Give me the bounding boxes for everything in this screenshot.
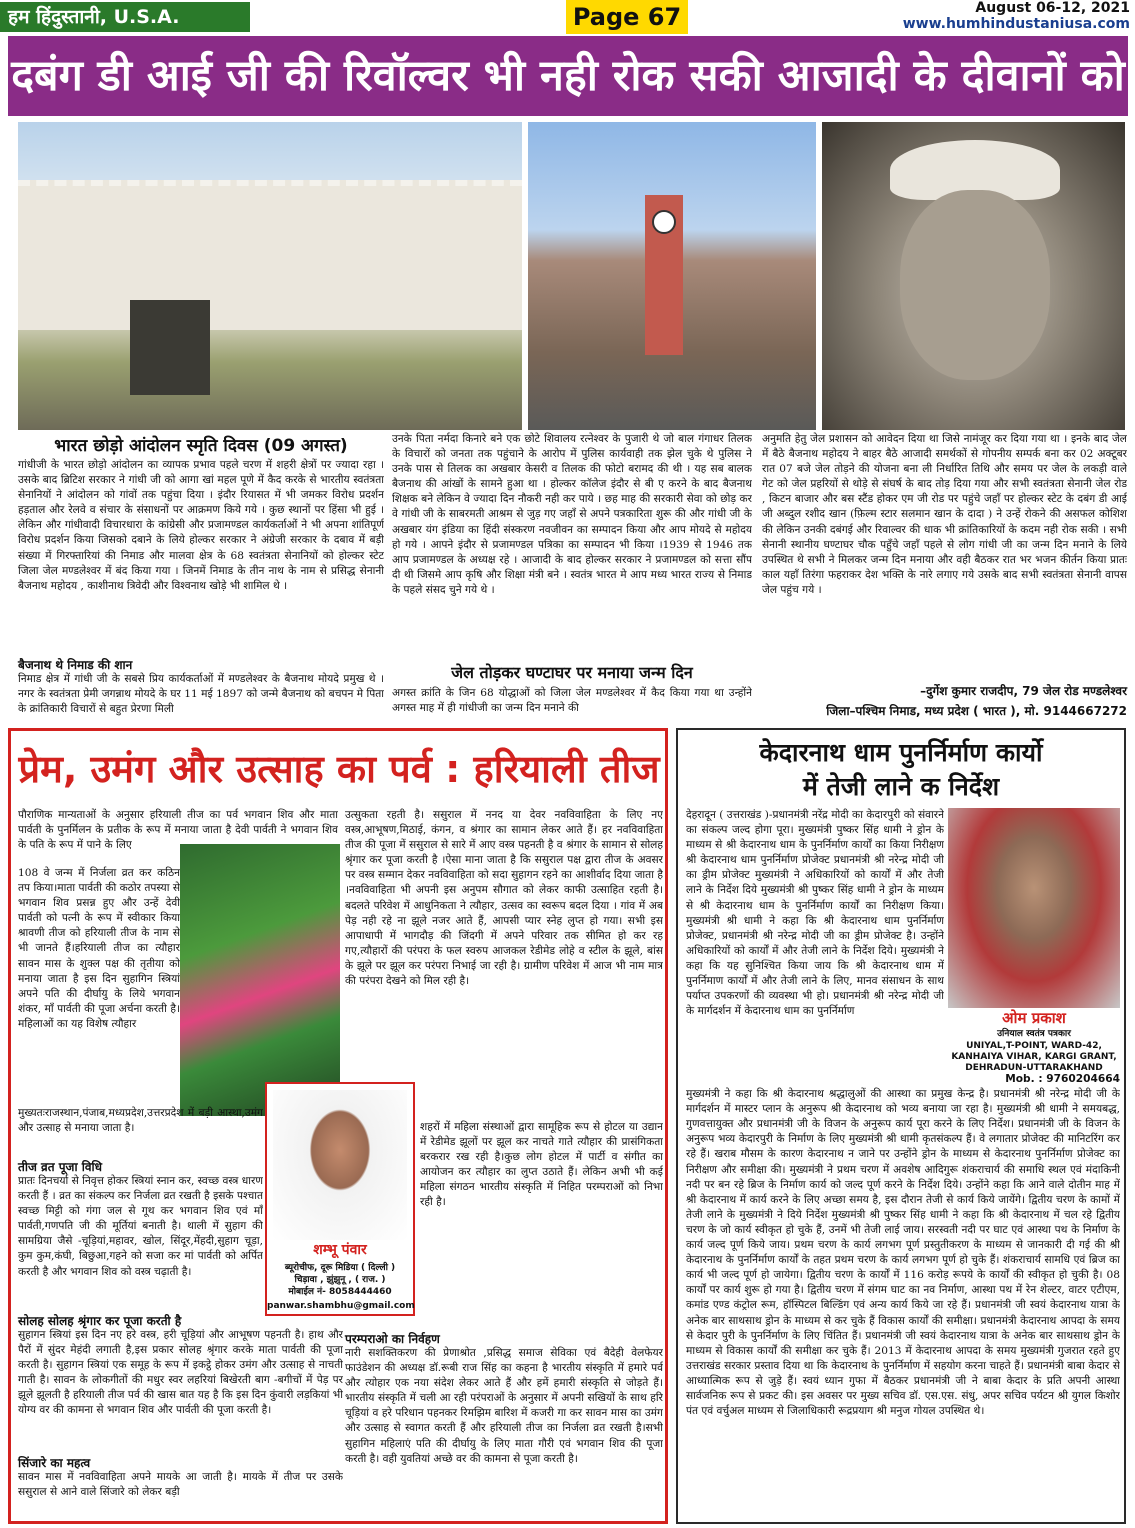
article-text: प्रातः दिनचर्या से निवृत्त होकर स्त्रियां स्नान कर, स्वच्छ वस्त्र धारण करती हैं । व्रत का संकल्प कर निर्जला व्रत रखती है इसके पश्चात स्वच्छ मिट्टी को गंगा जल से गूथ कर भगवान शिव एवं माँ पार्वती,गणपति जी की मूर्तियां बनाती है। थाली में सुहाग की सामग्रिया जैसे -चूड़ियां,महावर, खोल, सिंदूर,मेंहदी,सुहाग चूड़ा, कुम कुम,कंघी, बिछुआ,गहने को सजा कर मां पार्वती को अर्पित करती है और भगवान शिव को वस्त्र चढ़ाती है। bbox=[18, 1175, 263, 1278]
author-detail: KANHAIYA VIHAR, KARGI GRANT, bbox=[951, 1052, 1117, 1062]
author-name: शम्भू पंवार bbox=[313, 1242, 367, 1258]
author-detail: मोबाईल नं- 8058444460 bbox=[288, 1287, 392, 1297]
article-text: अनुमति हेतु जेल प्रशासन को आवेदन दिया था जिसे नामंजूर कर दिया गया था । इनके बाद जेल में बैठे बैजनाथ महोदय ने बाहर बैठे आजादी समर्थकों से गोपनीय सम्पर्क बना कर 02 अक्टूबर रात 07 बजे जेल तोड़ने की योजना बना ली निर्धारित तिथि और समय पर जेल के लकड़ी वाले गेट को जेल प्रहरियों से थोड़े से संघर्ष के बाद तोड़ दिया गया और सभी स्वतंत्रता सेनानी जेल रोड , किटन बाजार और बस स्टैंड होकर एम जी रोड पर पहुंचे जहाँ पर होल्कर स्टेट के दबंग डी आई जी अब्दुल रशीद खान (फ़िल्म स्टार सलमान खान के दादा ) ने उन्हें रोकने की असफल कोशिश की लेकिन उनकी दबंगई और रिवाल्वर की धाक भी क्रांतिकारियों के कदम नही रोक सकी । सभी सेनानी स्थानीय घण्टाघर चौक पहुँचे जहाँ पहले से लोग गांधी जी का जन्म दिन मनाने के लिये उपस्थित थे सभी ने मिलकर जन्म दिन मनाया और वही बैठकर रात भर भजन कीर्तन किया प्रातः काल यहाँ तिरंगा फहराकर देश भक्ति के नारे लगाए गये उसके बाद सभी स्वतंत्रता सेनानी वापस जेल पहुंच गये । bbox=[762, 433, 1127, 596]
article-text: निमाड क्षेत्र में गांधी जी के सबसे प्रिय कार्यकर्ताओं में मण्डलेश्वर के बैजनाथ मोयदे प्रमुख थे । नगर के स्वतंत्रता प्रेमी जगन्नाथ मोयदे के घर 11 मई 1897 को जन्मे बैजनाथ को बचपन मे पिता के क्रांतिकारी विचारों से बहुत प्रेरणा मिली bbox=[18, 673, 384, 716]
paper-name: हम हिंदुस्तानी, U.S.A. bbox=[0, 2, 250, 32]
article-text: सुहागन स्त्रियां इस दिन नए हरे वस्त्र, हरी चूड़ियां और आभूषण पहनती है। हाथ और पैरों में सुंदर मेहंदी लगाती है,इस प्रकार सोलह श्रृंगार करके माता पार्वती की पूजा करती है। सुहागन स्त्रियां एक समूह के रूप में इकट्ठे होकर उमंग और उत्साह से नाचती गाती है। सावन के लोकगीतों की मधुर स्वर लहरियां बिखेरती बाग -बगीचों में पेड़ पर झूले झूलती है हरियाली तीज पर्व की खास बात यह है कि इस दिन कुंवारी लड़कियां भी योग्य वर की कामना से भगवान शिव और पार्वती की पूजा करती है। bbox=[18, 1329, 343, 1417]
article-text: उत्सुकता रहती है। ससुराल में ननद या देवर नवविवाहिता के लिए नए वस्त्र,आभूषण,मिठाई, कंगन, व श्रंगार का सामान लेकर आते हैं। हर नवविवाहिता तीज की पूजा में ससुराल से सारे में आए वस्त्र पहनती है व श्रंगार के सामान से सोलह श्रृंगार कर पूजा करती है ।ऐसा माना जाता है कि ससुराल पक्ष द्वारा तीज के अवसर पर वस्त्र सम्मान देकर नवविवाहिता को सदा सुहागन रहने का आशीर्वाद दिया जाता है ।नवविवाहिता भी अपनी इस अनुपम सौगात को लेकर काफी उत्साहित रहती है। बदलते परिवेश में आधुनिकता ने त्यौहार, उत्सव का स्वरूप बदल दिया । गांव में अब पेड़ नही रहे ना झूले नजर आते हैं, आपसी प्यार स्नेह लुप्त हो गया। सभी इस आपाधापी में भागदौड़ की जिंदगी में अपने परिवार तक सीमित हो कर रह गए,त्यौहारों की परंपरा के फल स्वरुप आजकल रेडीमेड लोहे व स्टील के झूले, बांस के झूले पर झूल कर परंपरा निभाई जा रही है। ग्रामीण परिवेश में आज भी नाम मात्र की परंपरा देखने को मिल रही है। bbox=[345, 809, 663, 988]
author-detail: ब्यूरोचीफ, दूरू मिडिया ( दिल्ली ) bbox=[284, 1263, 396, 1273]
article-text: शहरों में महिला संस्थाओं द्वारा सामूहिक रूप से होटल या उद्यान में रेडीमेड झूलों पर झूल कर नाचते गाते त्यौहार की प्रासंगिकता बरकरार रख रही है।कुछ लोग होटल में पार्टी व संगीत का आयोजन कर त्यौहार का लुप्त उठाते हैं। लेकिन अभी भी कई महिला संगठन भारतीय संस्कृति में निहित परम्पराओं को निभा रही है। bbox=[420, 1121, 663, 1209]
author-name: ओम प्रकाश bbox=[1002, 1009, 1066, 1027]
subheading-jailbreak: जेल तोड़कर घण्टाघर पर मनाया जन्म दिन bbox=[451, 663, 693, 682]
author-photo bbox=[273, 1090, 407, 1240]
face-shape bbox=[900, 190, 1050, 380]
article-text: 108 वे जन्म में निर्जला व्रत कर कठिन तप किया।माता पार्वती की कठोर तपस्या से भगवान शिव प्रसन्न हुए और उन्हें देवी पार्वती को पत्नी के रूप में स्वीकार किया श्रावणी तीज को हरियाली तीज के नाम से भी जानते हैं।हरियाली तीज का त्यौहार सावन मास के शुक्ल पक्ष की तृतीया को मनाया जाता है इस दिन सुहागिन स्त्रियां अपने पति की दीर्घायु के लिये भगवान शंकर, माँ पार्वती की पूजा अर्चना करती है।महिलाओं का यह विशेष त्यौहार bbox=[18, 867, 180, 1030]
article-text: मुख्यतःराजस्थान,पंजाब,मध्यप्रदेश,उत्तरप्रदेश में बड़ी आस्था,उमंग और उत्साह से मनाया जाता है। bbox=[18, 1107, 263, 1135]
author-photo bbox=[948, 808, 1120, 1008]
teej-headline: प्रेम, उमंग और उत्साह का पर्व : हरियाली तीज bbox=[18, 747, 660, 791]
main-headline: दबंग डी आई जी की रिवॉल्वर भी नही रोक सकी आजादी के दीवानों को bbox=[8, 36, 1128, 116]
article-text: सावन मास में नवविवाहिता अपने मायके आ जाती है। मायके में तीज पर उसके ससुराल से आने वाले सिंजारे को लेकर बड़ी bbox=[18, 1471, 343, 1499]
clock-icon bbox=[652, 210, 676, 234]
section-heading: सोलह सोलह श्रृंगार कर पूजा करती है bbox=[18, 1314, 182, 1328]
article-text: नारी सशक्तिकरण की प्रेणाश्रोत ,प्रसिद्ध समाज सेविका एवं बैदेही वेलफेयर फाउंडेशन की अध्यक्ष डॉ.रूबी राज सिंह का कहना है भारतीय संस्कृति में हमारे पर्व और त्योहार एक नया संदेश लेकर आते हैं और हमें हमारी संस्कृति से जोड़ते हैं। भारतीय संस्कृति में चली आ रही परंपराओं के अनुसार में अपनी सखियों के साथ हरि चूड़ियां व हरे परिधान पहनकर रिमझिम बारिश में कजरी गा कर सावन मास का उमंग और उत्साह से स्वागत करती हैं और हरियाली तीज का निर्जला व्रत रखती है।सभी सुहागिन महिलाएं पति की दीर्घायु के लिए माता गौरी एवं भगवान शिव की पूजा करती है। वही युवतियां अच्छे वर की कामना से पूजा करती है। bbox=[345, 1347, 663, 1465]
article-text bbox=[686, 1072, 1120, 1522]
teej-dance-photo bbox=[180, 844, 340, 1116]
subheading-quit-india: भारत छोड़ो आंदोलन स्मृति दिवस (09 अगस्त) bbox=[54, 436, 348, 456]
author-detail: UNIYAL,T-POINT, WARD-42, bbox=[966, 1041, 1102, 1051]
article-text: गांधीजी के भारत छोड़ो आंदोलन का व्यापक प्रभाव पहले चरण में शहरी क्षेत्रों पर ज्यादा रहा । उसके बाद ब्रिटिश सरकार ने गांधी जी को आगा खां महल पूणे में कैद करके से भारतीय स्वतंत्रता सेनानियों ने आंदोलन को गांवों तक पहुंचा दिया । इंदौर रियासत में भी जमकर विरोध प्रदर्शन हड़ताल और रेलवे व संचार के संसाधनों पर आक्रमण किये गये । कुछ स्थानों पर हिंसा भी हुई । लेकिन और गांधीवादी विचारधारा के कांग्रेसी और प्रजामण्डल कार्यकर्ताओं ने भी अपना शांतिपूर्ण विरोध प्रदर्शन किया जिसको दबाने के लिये होल्कर सरकार ने अंग्रेजी सरकार के दबाव में बड़ी संख्या में गिरफ्तारियां की निमाड और मालवा क्षेत्र के 68 स्वतंत्रता सेनानियों को होल्कर स्टेट जिला जेल मण्डलेश्वर में बंद किया गया । जिनमें निमाड के तीन नाथ के नाम से प्रसिद्ध सेनानी बैजनाथ महोदय , काशीनाथ त्रिवेदी और विश्वनाथ खोड़े भी शामिल थे । bbox=[18, 459, 384, 592]
author-email[interactable]: panwar.shambhu@gmail.com bbox=[267, 1301, 415, 1311]
headline-line: केदारनाथ धाम पुनर्निर्माण कार्यो bbox=[759, 738, 1043, 767]
kedarnath-headline bbox=[684, 736, 1118, 806]
issue-date: August 06-12, 2021 bbox=[975, 0, 1130, 16]
author-byline: –दुर्गेश कुमार राजदीप, 79 जेल रोड मण्डलेश्वर bbox=[920, 684, 1127, 698]
section-heading: बैजनाथ थे निमाड की शान bbox=[18, 658, 133, 672]
section-heading: सिंजारे का महत्व bbox=[18, 1456, 91, 1470]
section-heading: परम्पराओ का निर्वहण bbox=[345, 1332, 440, 1346]
article-text: उनके पिता नर्मदा किनारे बने एक छोटे शिवालय रत्नेश्वर के पुजारी थे जो बाल गंगाधर तिलक के विचारों को जनता तक पहुंचाने के आरोप में पुलिस कार्यवाही तक झेल चुके थे पुलिस ने उनके पास से तिलक का अखबार केसरी व तिलक की फोटो बरामद की थी । यह सब बालक बैजनाथ की आंखों के सामने हुआ था । होल्कर कॉलेज इंदौर से बी ए करने के बाद बैजनाथ शिक्षक बने लेकिन वे ज्यादा दिन नौकरी नही कर पाये । छह माह की सरकारी सेवा को छोड़ कर वे गांधी जी के साबरमती आश्रम से जुड़ गए जहाँ से अपने पत्रकारिता शुरू की और गांधी जी के अखबार यंग इंडिया का हिंदी संस्करण नवजीवन का सम्पादन किया और आप मोयदे से महोदय हो गये । आपने इंदौर से प्रजामण्डल पत्रिका का सम्पादन भी किया ।1939 से 1946 तक आप प्रजामण्डल के अध्यक्ष रहे । आजादी के बाद होल्कर सरकार ने प्रजामण्डल को सत्ता सौंप दी थी जिसमे आप कृषि और शिक्षा मंत्री बने । स्वतंत्र भारत मे आप मध्य भारत राज्य से निमाड के पहले संसद चुने गये थे । bbox=[392, 433, 752, 596]
section-heading: तीज व्रत पूजा विधि bbox=[18, 1160, 102, 1174]
article-text: देहरादून ( उत्तराखंड )-प्रधानमंत्री नरेंद्र मोदी का केदारपुरी को संवारने का संकल्प जल्द होगा पूरा। मुख्यमंत्री पुष्कर सिंह धामी ने ड्रोन के माध्यम से श्री केदारनाथ धाम के पुनर्निर्माण कार्यों का किया निरीक्षण श्री केदारनाथ धाम पुनर्निर्माण प्रोजेक्ट प्रधानमंत्री श्री नरेन्द्र मोदी जी का ड्रीम प्रोजेक्ट मुख्यमंत्री ने अधिकारियों को कार्यों में और तेजी लाने के निर्देश दिये मुख्यमंत्री श्री पुष्कर सिंह धामी ने ड्रोन के माध्यम से श्री केदारनाथ धाम के पुनर्निर्माण कार्यों का निरीक्षण किया। मुख्यमंत्री श्री धामी ने कहा कि श्री केदारनाथ धाम पुनर्निर्माण प्रोजेक्ट, प्रधानमंत्री श्री नरेन्द्र मोदी जी का ड्रीम प्रोजेक्ट है। उन्होंने अधिकारियों को कार्यों में और तेजी लाने के निर्देश दिये। मुख्यमंत्री ने कहा कि यह सुनिश्चित किया जाय कि श्री केदारनाथ धाम में पुनर्निमाण कार्यों में और तेजी लाने के लिए, मानव संसाधन के साथ पर्याप्त उपकरणों की व्यवस्था भी हो। प्रधानमंत्री श्री नरेन्द्र मोदी जी के मार्गदर्शन में केदारनाथ धाम का पुनर्निर्माण bbox=[686, 809, 944, 1018]
author-mobile: Mob. : 9760204664 bbox=[1005, 1073, 1120, 1085]
fort-gate-shape bbox=[130, 300, 210, 395]
page-number: Page 67 bbox=[566, 0, 688, 34]
author-detail: उनियाल स्वतंत्र पत्रकार bbox=[997, 1029, 1071, 1039]
headline-line: में तेजी लाने क निर्देश bbox=[802, 772, 1000, 801]
article-text: अगस्त क्रांति के जिन 68 योद्धाओं को जिला जेल मण्डलेश्वर में कैद किया गया था उन्होंने अगस्त माह में ही गांधीजी का जन्म दिन मनाने की bbox=[392, 687, 752, 715]
article-paragraph: मुख्यमंत्री ने कहा कि श्री केदारनाथ श्रद्धालुओं की आस्था का प्रमुख केन्द्र है। प्रधानमंत्री श्री नरेन्द्र मोदी जी के मार्गदर्शन में मास्टर प्लान के अनुरूप श्री केदारनाथ को भव्य बनाया जा रहा है। मुख्यमंत्री श्री धामी ने समयबद्ध, गुणवत्तायुक्त और प्रधानमंत्री जी के विजन के अनुरूप कार्य पूरा करने के लिए निर्देश। प्रधानमंत्री जी के विजन के अनुरूप भव्य केदारपुरी के निर्माण के लिए मुख्यमंत्री श्री धामी कृतसंकल्प हैं। वे लगातार प्रोजेक्ट की मानिटरिंग कर रहे हैं। खराब मौसम के कारण केदारनाथ न जाने पर उन्होंने ड्रोन के माध्यम से केदारनाथ पुनर्निर्माण प्रोजेक्ट का निरीक्षण और समीक्षा की। मुख्यमंत्री ने प्रथम चरण में अवशेष आदिगुरू शंकराचार्य की समाधि स्थल एवं मंदाकिनी नदी पर बन रहे ब्रिज के निर्माण कार्य को जल्द पूर्ण करने के निर्देश दिये। उन्होंने कहा कि आने वाले दोतीन माह में श्री केदारनाथ में कार्य करने के लिए अच्छा समय है, इस दौरान तेजी से कार्य किये जायेंगे। द्वितीय चरण के कामों में तेजी लाने के मुख्यमंत्री ने दिये निर्देश मुख्यमंत्री श्री पुष्कर सिंह धामी ने कहा कि श्री केदारनाथ में चल रहे द्वितीय चरण के जो कार्य स्वीकृत हो चुके हैं, उनमें भी तेजी लाई जाय। सरस्वती नदी पर घाट एवं आस्था पथ के निर्माण के कार्य जल्द पूर्ण किये जाय। प्रथम चरण के कार्य लगभग पूर्ण प्रस्तुतीकरण के माध्यम से जानकारी दी गई की श्री केदारनाथ के पुनर्निर्माण कार्यों के तहत प्रथम चरण के कार्य लगभग पूर्ण हो चुके हैं। शंकराचार्य सामधि एवं ब्रिज का कार्य भी जल्द पूर्ण हो जायेगा। द्वितीय चरण के कार्यों में 116 करोड़ रूपये के कार्यों की स्वीकृत हो चुकी है। 08 कार्यों पर कार्य शुरू हो गया है। द्वितीय चरण में संगम घाट का नव निर्माण, आस्था पथ में रेन शेल्टर, वाटर एटीएम, कमांड एण्ड कंट्रोल रूम, हॉस्पिटल बिल्डिंग एवं अन्य कार्य किये जा रहे हैं। प्रधानमंत्री जी स्वयं केदारनाथ यात्रा के अनेक बार साथसाथ ड्रोन के माध्यम से कर चुके हैं विकास कार्यों की समीक्षा। प्रधानमंत्री केदारनाथ आपदा के समय से केदार पुरी के पुनर्निर्माण के लिए चिंतित हैं। प्रधानमंत्री जी स्वयं केदारनाथ यात्रा के अनेक बार साथसाथ ड्रोन के माध्यम से विकास कार्यों की समीक्षा कर चुके हैं। 2013 में केदारनाथ आपदा के समय मुख्यमंत्री गुजरात रहते हुए उत्तराखंड सरकार प्रस्ताव दिया था कि केदारनाथ के पुनर्निर्माण में सहयोग करना चाहते हैं। प्रधानमंत्री बाबा केदार से आध्यात्मिक रूप से जुड़े हैं। स्वयं ध्यान गुफा में बैठकर प्रधानमंत्री जी ने बाबा केदार के प्रति अपनी आस्था सार्वजनिक रूप से प्रकट की। इस अवसर पर मुख्य सचिव डॉ. एस.एस. संधु, अपर सचिव पर्यटन श्री युगल किशोर पंत एवं वर्चुअल माध्यम से जिलाधिकारी रूद्रप्रयाग श्री मनुज गोयल उपस्थित थे। bbox=[686, 1088, 1120, 1418]
author-address: जिला–पश्चिम निमाड, मध्य प्रदेश ( भारत ), मो. 9144667272 bbox=[826, 704, 1127, 718]
author-detail: चिड़ावा , झुंझुनू , ( राज. ) bbox=[294, 1275, 386, 1285]
fort-wall-shape bbox=[18, 180, 522, 330]
website-link[interactable]: www.humhindustaniusa.com bbox=[902, 16, 1130, 32]
article-text: पौराणिक मान्यताओं के अनुसार हरियाली तीज का पर्व भगवान शिव और माता पार्वती के पुनर्मिलन के प्रतीक के रूप में मनाया जाता है देवी पार्वती ने भगवान शिव के पति के रूप में पाने के लिए bbox=[18, 809, 338, 852]
author-detail: DEHRADUN-UTTARAKHAND bbox=[965, 1063, 1103, 1073]
